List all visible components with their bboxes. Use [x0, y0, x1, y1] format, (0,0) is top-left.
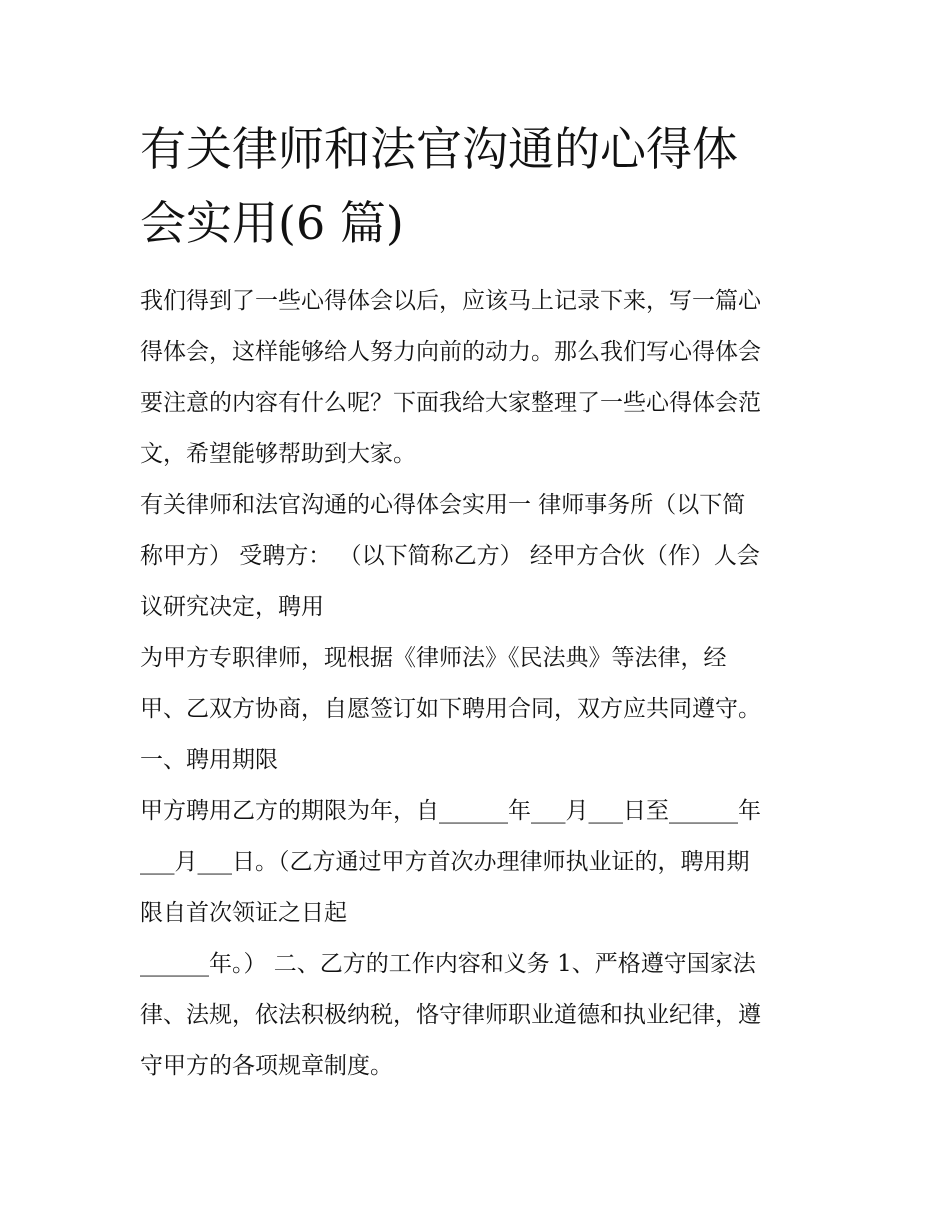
body-line: 我们得到了一些心得体会以后，应该马上记录下来，写一篇心 — [140, 288, 761, 314]
title-line: 有关律师和法官沟通的心得体 — [140, 122, 738, 176]
body-line: ______年。） 二、乙方的工作内容和义务 1、严格遵守国家法 — [140, 951, 756, 977]
body-line: 议研究决定，聘用 — [140, 594, 324, 620]
body-line: 有关律师和法官沟通的心得体会实用一 律师事务所（以下简 — [140, 492, 746, 518]
body-line: 文，希望能够帮助到大家。 — [140, 441, 416, 467]
body-line: 得体会，这样能够给人努力向前的动力。那么我们写心得体会 — [140, 339, 761, 365]
document-body — [140, 276, 820, 1092]
body-line: 为甲方专职律师，现根据《律师法》《民法典》等法律，经 — [140, 645, 727, 671]
body-line: 守甲方的各项规章制度。 — [140, 1053, 393, 1079]
body-line: 称甲方） 受聘方： （以下简称乙方） 经甲方合伙（作）人会 — [140, 543, 760, 569]
document-title — [140, 112, 820, 260]
title-line: 会实用(6 篇) — [140, 196, 404, 250]
section-heading: 一、聘用期限 — [140, 747, 278, 773]
body-line: 要注意的内容有什么呢？下面我给大家整理了一些心得体会范 — [140, 390, 761, 416]
body-line: 限自首次领证之日起 — [140, 900, 347, 926]
body-line: 甲方聘用乙方的期限为年，自______年___月___日至______年 — [140, 798, 761, 824]
body-line: 律、法规，依法积极纳税，恪守律师职业道德和执业纪律，遵 — [140, 1002, 761, 1028]
body-line: ___月___日。（乙方通过甲方首次办理律师执业证的，聘用期 — [140, 849, 750, 875]
body-line: 甲、乙双方协商，自愿签订如下聘用合同，双方应共同遵守。 — [140, 696, 761, 722]
